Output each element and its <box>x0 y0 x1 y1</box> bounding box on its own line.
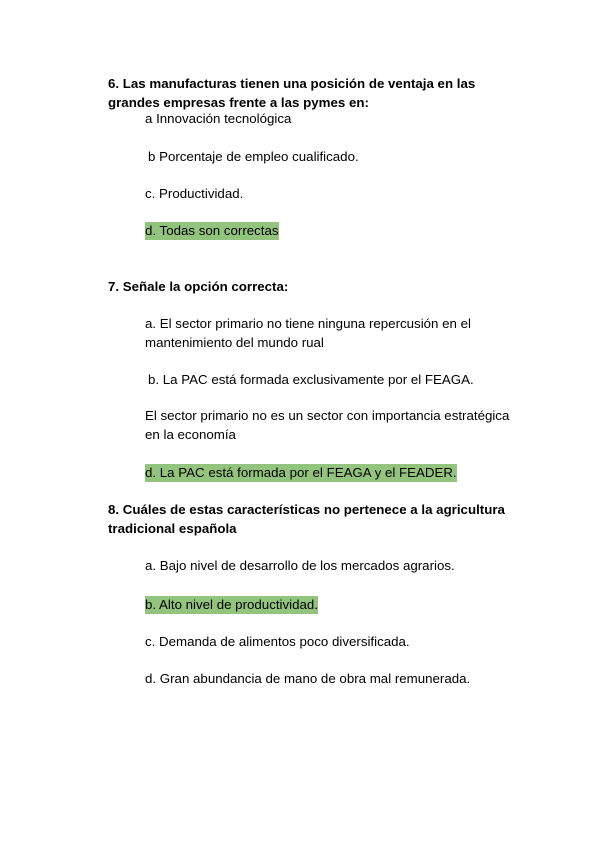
question-7-title: 7. Señale la opción correcta: <box>108 279 289 294</box>
correct-answer-highlight: d. La PAC está formada por el FEAGA y el FEADER. <box>145 465 457 480</box>
question-6-option-c: c. Productividad. <box>145 186 244 201</box>
question-8-option-c: c. Demanda de alimentos poco diversificada. <box>145 634 410 649</box>
question-8-title: 8. Cuáles de estas características no pertenece a la agricultura tradicional española <box>108 502 505 536</box>
question-7-option-a: a. El sector primario no tiene ninguna repercusión en el mantenimiento del mundo rual <box>145 316 471 350</box>
question-7-option-b: b. La PAC está formada exclusivamente por el FEAGA. <box>148 372 474 387</box>
question-8-option-a: a. Bajo nivel de desarrollo de los mercados agrarios. <box>145 558 455 573</box>
question-6-option-a: a Innovación tecnológica <box>145 111 292 126</box>
question-8-option-d: d. Gran abundancia de mano de obra mal remunerada. <box>145 671 471 686</box>
question-6-title: 6. Las manufacturas tienen una posición de ventaja en las grandes empresas frente a las pymes en: <box>108 76 476 110</box>
question-6-option-d <box>145 221 525 240</box>
question-6-option-b: b Porcentaje de empleo cualificado. <box>148 149 359 164</box>
question-7-option-c: El sector primario no es un sector con importancia estratégica en la economía <box>145 408 510 442</box>
correct-answer-highlight: b. Alto nivel de productividad. <box>145 597 318 612</box>
correct-answer-highlight: d. Todas son correctas <box>145 223 279 238</box>
question-8-option-b <box>145 595 525 614</box>
question-7-option-d <box>145 463 525 482</box>
